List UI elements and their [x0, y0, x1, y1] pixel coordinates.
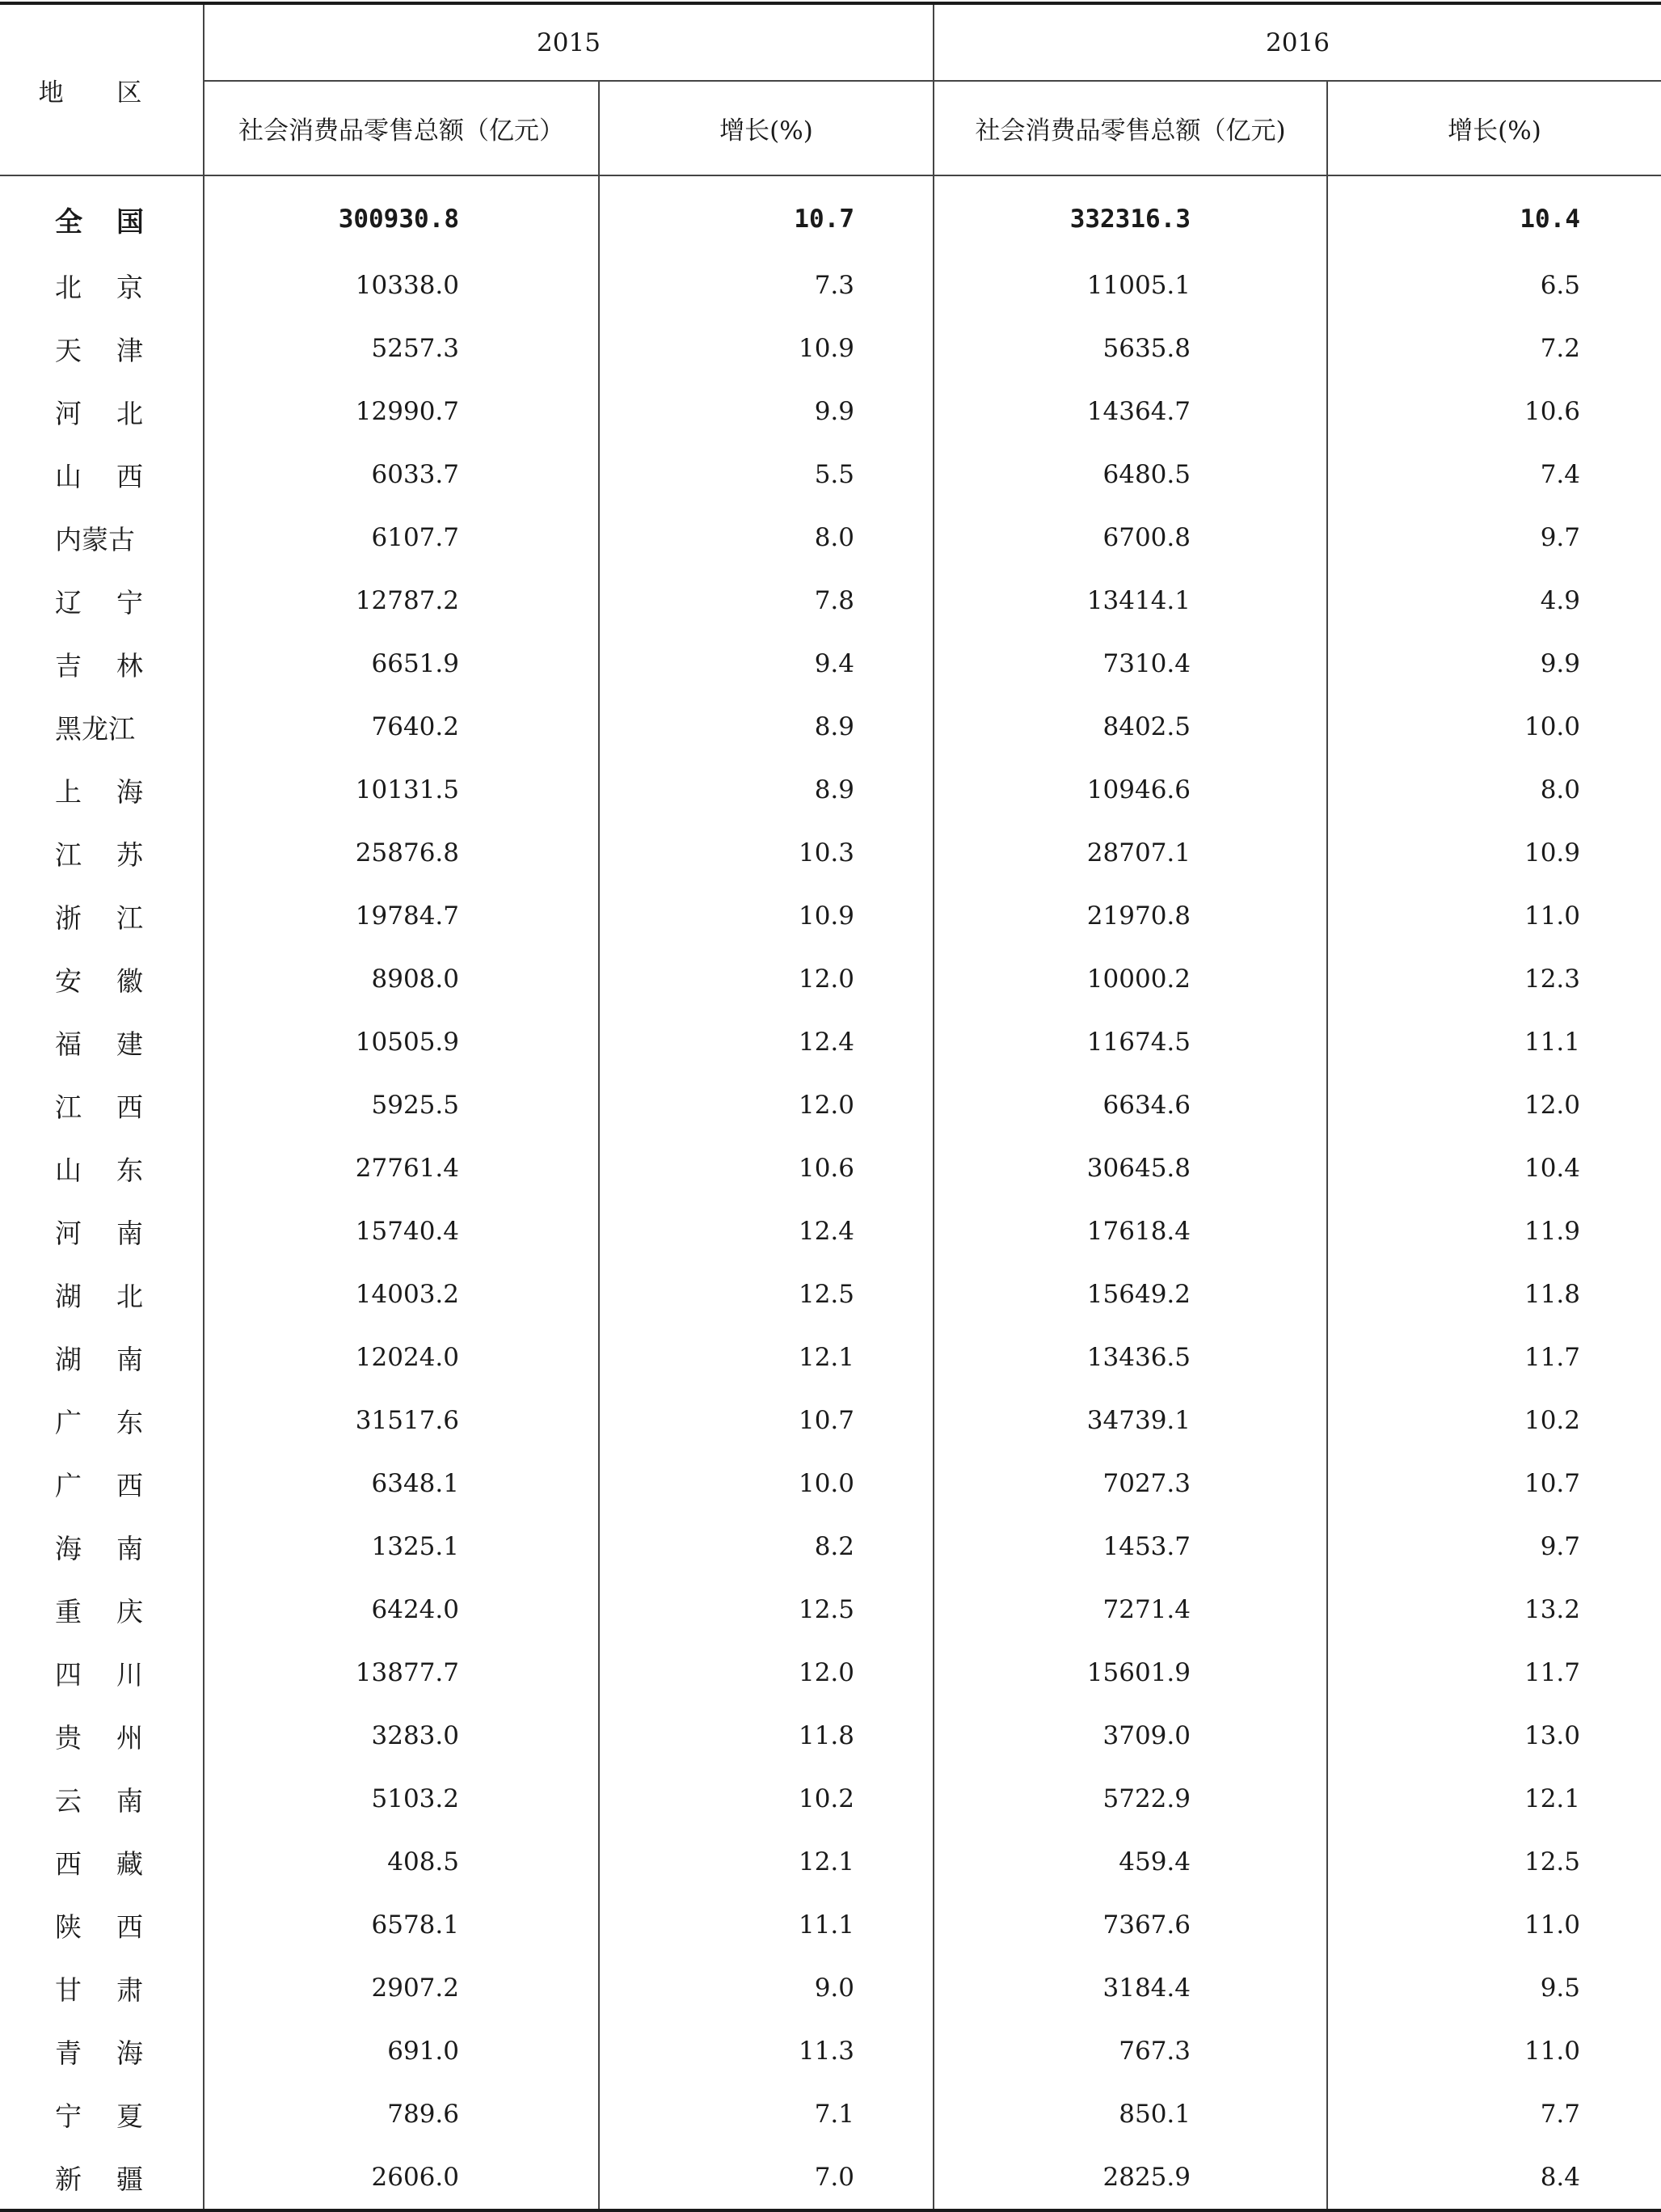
table-row	[0, 695, 1661, 758]
region-name-cell	[0, 569, 204, 632]
retail-total-2015-cell: 10505.9	[204, 1011, 599, 1074]
growth-2016-cell: 11.0	[1327, 884, 1661, 948]
region-name-cell	[0, 2020, 204, 2083]
growth-2015-cell: 8.0	[599, 506, 934, 569]
region-name-char1: 黑龙江	[55, 712, 135, 745]
table-header	[0, 3, 1661, 175]
region-name-char2: 京	[116, 271, 143, 303]
growth-2016-cell: 7.4	[1327, 443, 1661, 506]
retail-total-2015-cell: 1325.1	[204, 1515, 599, 1578]
growth-2016-cell: 7.7	[1327, 2083, 1661, 2146]
growth-2015-cell: 9.0	[599, 1957, 934, 2020]
growth-2016-cell: 4.9	[1327, 569, 1661, 632]
region-name-char2: 西	[116, 1469, 143, 1501]
region-name-char1: 辽	[55, 586, 82, 618]
retail-total-2015-cell: 12024.0	[204, 1326, 599, 1389]
table-row	[0, 821, 1661, 884]
region-name-char2: 南	[116, 1784, 143, 1817]
retail-total-2016-cell: 11005.1	[934, 254, 1327, 317]
growth-2015-cell: 10.0	[599, 1452, 934, 1515]
table-row	[0, 254, 1661, 317]
retail-total-2016-cell: 15601.9	[934, 1641, 1327, 1704]
growth-2016-cell: 10.9	[1327, 821, 1661, 884]
growth-2015-cell: 11.8	[599, 1704, 934, 1767]
region-name-char2: 南	[116, 1217, 143, 1249]
growth-2016-cell: 10.2	[1327, 1389, 1661, 1452]
table-row	[0, 1641, 1661, 1704]
region-name-cell	[0, 1074, 204, 1137]
region-name-cell	[0, 1200, 204, 1263]
region-name-cell	[0, 1515, 204, 1578]
region-name-char2: 庆	[116, 1595, 143, 1627]
region-name-cell	[0, 2146, 204, 2210]
table-row	[0, 2146, 1661, 2210]
retail-total-2015-cell: 2606.0	[204, 2146, 599, 2210]
retail-total-2016-cell: 767.3	[934, 2020, 1327, 2083]
region-name-char1: 甘	[55, 1973, 82, 2006]
growth-2015-cell: 10.9	[599, 884, 934, 948]
region-name-char2: 西	[116, 1091, 143, 1123]
retail-total-2015-cell: 6424.0	[204, 1578, 599, 1641]
region-name-cell	[0, 175, 204, 254]
retail-total-2015-cell: 5925.5	[204, 1074, 599, 1137]
retail-total-2015-cell: 27761.4	[204, 1137, 599, 1200]
growth-2015-cell: 12.5	[599, 1263, 934, 1326]
retail-total-2016-cell: 17618.4	[934, 1200, 1327, 1263]
table-row	[0, 632, 1661, 695]
region-name-char2: 西	[116, 1910, 143, 1943]
retail-total-2015-cell: 7640.2	[204, 695, 599, 758]
region-name-cell	[0, 1957, 204, 2020]
table-row	[0, 1578, 1661, 1641]
retail-total-2015-cell: 31517.6	[204, 1389, 599, 1452]
region-name-char2: 建	[116, 1028, 143, 1060]
growth-2016-cell: 11.9	[1327, 1200, 1661, 1263]
region-name-char2: 徽	[116, 965, 143, 997]
growth-2015-cell: 5.5	[599, 443, 934, 506]
growth-2016-cell: 12.0	[1327, 1074, 1661, 1137]
region-name-cell	[0, 821, 204, 884]
region-name-char2: 州	[116, 1721, 143, 1754]
table-row	[0, 1074, 1661, 1137]
growth-2015-cell: 10.6	[599, 1137, 934, 1200]
growth-2015-cell: 7.0	[599, 2146, 934, 2210]
region-name-char1: 上	[55, 775, 82, 808]
region-name-char1: 青	[55, 2037, 82, 2069]
retail-total-2015-cell: 6107.7	[204, 506, 599, 569]
retail-total-2016-cell: 10000.2	[934, 948, 1327, 1011]
growth-2015-cell: 9.9	[599, 380, 934, 443]
region-name-char1: 重	[55, 1595, 82, 1627]
region-name-char2: 苏	[116, 838, 143, 871]
region-name-char1: 湖	[55, 1343, 82, 1375]
growth-2015-cell: 11.1	[599, 1893, 934, 1957]
region-name-cell	[0, 695, 204, 758]
growth-2016-cell: 10.0	[1327, 695, 1661, 758]
growth-2016-cell: 9.7	[1327, 506, 1661, 569]
table-row	[0, 1011, 1661, 1074]
region-name-cell	[0, 254, 204, 317]
retail-total-2016-cell: 7367.6	[934, 1893, 1327, 1957]
growth-2015-cell: 7.1	[599, 2083, 934, 2146]
growth-2016-cell: 11.0	[1327, 2020, 1661, 2083]
region-name-cell	[0, 380, 204, 443]
region-name-char1: 西	[55, 1847, 82, 1880]
region-name-cell	[0, 1326, 204, 1389]
retail-total-2016-cell: 13414.1	[934, 569, 1327, 632]
growth-2015-cell: 10.7	[599, 1389, 934, 1452]
retail-total-2015-cell: 2907.2	[204, 1957, 599, 2020]
region-name-char1: 山	[55, 460, 82, 492]
table-row	[0, 569, 1661, 632]
retail-total-2015-cell: 5257.3	[204, 317, 599, 380]
growth-2016-cell: 12.1	[1327, 1767, 1661, 1830]
region-name-char1: 浙	[55, 901, 82, 934]
region-column-header: 地 区	[0, 3, 204, 175]
table-body	[0, 175, 1661, 2210]
retail-total-2015-cell: 12787.2	[204, 569, 599, 632]
growth-2015-cell: 10.3	[599, 821, 934, 884]
region-name-cell	[0, 758, 204, 821]
table-row	[0, 1326, 1661, 1389]
retail-total-2016-cell: 6634.6	[934, 1074, 1327, 1137]
growth-2016-cell: 10.4	[1327, 1137, 1661, 1200]
growth-2016-cell: 9.7	[1327, 1515, 1661, 1578]
region-name-char1: 内蒙古	[55, 523, 135, 555]
retail-total-2015-cell: 15740.4	[204, 1200, 599, 1263]
region-name-cell	[0, 1452, 204, 1515]
region-name-char2: 南	[116, 1343, 143, 1375]
retail-total-2015-header: 社会消费品零售总额（亿元）	[204, 81, 599, 175]
region-name-cell	[0, 1641, 204, 1704]
growth-2015-cell: 10.2	[599, 1767, 934, 1830]
region-name-char2: 北	[116, 1280, 143, 1312]
retail-total-2016-cell: 14364.7	[934, 380, 1327, 443]
table-row	[0, 506, 1661, 569]
growth-2015-cell: 10.9	[599, 317, 934, 380]
growth-2016-cell: 11.7	[1327, 1641, 1661, 1704]
growth-2015-cell: 8.2	[599, 1515, 934, 1578]
table-row	[0, 1830, 1661, 1893]
region-name-char1: 河	[55, 1217, 82, 1249]
growth-2016-cell: 10.4	[1327, 175, 1661, 254]
region-name-char2: 北	[116, 397, 143, 429]
table-row	[0, 1893, 1661, 1957]
retail-total-2015-cell: 14003.2	[204, 1263, 599, 1326]
retail-total-2016-cell: 7310.4	[934, 632, 1327, 695]
retail-total-2015-cell: 6651.9	[204, 632, 599, 695]
retail-total-2016-cell: 5635.8	[934, 317, 1327, 380]
table-row	[0, 884, 1661, 948]
region-name-cell	[0, 443, 204, 506]
retail-total-2015-cell: 5103.2	[204, 1767, 599, 1830]
growth-2016-cell: 11.1	[1327, 1011, 1661, 1074]
region-name-cell	[0, 632, 204, 695]
growth-2015-cell: 10.7	[599, 175, 934, 254]
retail-total-2016-cell: 21970.8	[934, 884, 1327, 948]
table-row	[0, 1200, 1661, 1263]
retail-total-2016-cell: 6700.8	[934, 506, 1327, 569]
retail-total-2015-cell: 691.0	[204, 2020, 599, 2083]
growth-2015-cell: 9.4	[599, 632, 934, 695]
region-name-char1: 陕	[55, 1910, 82, 1943]
retail-total-2016-cell: 459.4	[934, 1830, 1327, 1893]
growth-2016-cell: 12.5	[1327, 1830, 1661, 1893]
region-name-char2: 林	[116, 649, 143, 682]
growth-2015-cell: 12.1	[599, 1326, 934, 1389]
table-row	[0, 1515, 1661, 1578]
growth-2016-cell: 11.7	[1327, 1326, 1661, 1389]
table-row	[0, 948, 1661, 1011]
region-name-char1: 安	[55, 965, 82, 997]
growth-2015-cell: 12.0	[599, 1074, 934, 1137]
retail-total-2015-cell: 6033.7	[204, 443, 599, 506]
retail-total-2015-cell: 19784.7	[204, 884, 599, 948]
retail-total-2016-cell: 332316.3	[934, 175, 1327, 254]
region-name-char2: 肃	[116, 1973, 143, 2006]
growth-2016-cell: 11.8	[1327, 1263, 1661, 1326]
growth-2015-header: 增长(%)	[599, 81, 934, 175]
region-name-cell	[0, 506, 204, 569]
region-name-char1: 江	[55, 838, 82, 871]
growth-2016-cell: 12.3	[1327, 948, 1661, 1011]
retail-total-2016-cell: 5722.9	[934, 1767, 1327, 1830]
table-row	[0, 380, 1661, 443]
retail-total-2015-cell: 789.6	[204, 2083, 599, 2146]
region-name-char1: 天	[55, 334, 82, 366]
region-name-cell	[0, 1389, 204, 1452]
retail-total-2016-cell: 28707.1	[934, 821, 1327, 884]
growth-2016-cell: 9.5	[1327, 1957, 1661, 2020]
table-row	[0, 758, 1661, 821]
region-name-char2: 宁	[116, 586, 143, 618]
retail-total-2016-cell: 15649.2	[934, 1263, 1327, 1326]
table-row	[0, 1704, 1661, 1767]
retail-total-2016-cell: 11674.5	[934, 1011, 1327, 1074]
header-year-row	[0, 3, 1661, 81]
growth-2016-header: 增长(%)	[1327, 81, 1661, 175]
retail-total-2016-cell: 1453.7	[934, 1515, 1327, 1578]
region-name-cell	[0, 884, 204, 948]
retail-total-2016-cell: 3184.4	[934, 1957, 1327, 2020]
retail-total-2015-cell: 8908.0	[204, 948, 599, 1011]
region-name-char1: 全	[55, 205, 82, 239]
retail-total-2016-cell: 8402.5	[934, 695, 1327, 758]
growth-2016-cell: 13.0	[1327, 1704, 1661, 1767]
retail-sales-table	[0, 2, 1661, 2212]
growth-2015-cell: 8.9	[599, 695, 934, 758]
header-sub-row	[0, 81, 1661, 175]
retail-total-2015-cell: 6348.1	[204, 1452, 599, 1515]
region-name-char1: 北	[55, 271, 82, 303]
region-name-char1: 河	[55, 397, 82, 429]
region-name-cell	[0, 1767, 204, 1830]
growth-2016-cell: 13.2	[1327, 1578, 1661, 1641]
region-name-char2: 海	[116, 775, 143, 808]
region-name-char2: 藏	[116, 1847, 143, 1880]
growth-2015-cell: 12.0	[599, 948, 934, 1011]
region-name-char2: 东	[116, 1154, 143, 1186]
region-name-char1: 四	[55, 1658, 82, 1691]
growth-2016-cell: 6.5	[1327, 254, 1661, 317]
retail-total-2016-cell: 6480.5	[934, 443, 1327, 506]
year-2016-header: 2016	[934, 3, 1661, 81]
table-row	[0, 1767, 1661, 1830]
growth-2016-cell: 7.2	[1327, 317, 1661, 380]
growth-2016-cell: 10.7	[1327, 1452, 1661, 1515]
retail-total-2015-cell: 6578.1	[204, 1893, 599, 1957]
region-name-char2: 津	[116, 334, 143, 366]
growth-2016-cell: 8.4	[1327, 2146, 1661, 2210]
region-name-char2: 疆	[116, 2163, 143, 2195]
region-name-cell	[0, 1830, 204, 1893]
region-name-char1: 贵	[55, 1721, 82, 1754]
region-name-char1: 海	[55, 1532, 82, 1564]
retail-total-2016-cell: 3709.0	[934, 1704, 1327, 1767]
region-name-cell	[0, 1578, 204, 1641]
growth-2016-cell: 10.6	[1327, 380, 1661, 443]
retail-total-2016-cell: 34739.1	[934, 1389, 1327, 1452]
retail-total-2016-header: 社会消费品零售总额（亿元)	[934, 81, 1327, 175]
growth-2015-cell: 11.3	[599, 2020, 934, 2083]
region-name-char1: 福	[55, 1028, 82, 1060]
region-name-char2: 海	[116, 2037, 143, 2069]
retail-total-2015-cell: 10338.0	[204, 254, 599, 317]
retail-total-2016-cell: 30645.8	[934, 1137, 1327, 1200]
growth-2015-cell: 12.4	[599, 1200, 934, 1263]
table-row-total	[0, 175, 1661, 254]
growth-2015-cell: 7.3	[599, 254, 934, 317]
growth-2016-cell: 11.0	[1327, 1893, 1661, 1957]
retail-total-2016-cell: 7027.3	[934, 1452, 1327, 1515]
retail-total-2015-cell: 300930.8	[204, 175, 599, 254]
region-name-cell	[0, 948, 204, 1011]
growth-2015-cell: 7.8	[599, 569, 934, 632]
region-name-cell	[0, 317, 204, 380]
region-name-char1: 广	[55, 1469, 82, 1501]
region-name-cell	[0, 1893, 204, 1957]
retail-total-2015-cell: 12990.7	[204, 380, 599, 443]
table-row	[0, 443, 1661, 506]
retail-total-2015-cell: 408.5	[204, 1830, 599, 1893]
region-name-char1: 湖	[55, 1280, 82, 1312]
region-name-char1: 山	[55, 1154, 82, 1186]
region-name-char2: 南	[116, 1532, 143, 1564]
growth-2015-cell: 12.0	[599, 1641, 934, 1704]
region-name-char2: 国	[116, 205, 144, 239]
region-name-cell	[0, 1011, 204, 1074]
region-name-char2: 西	[116, 460, 143, 492]
table-row	[0, 1957, 1661, 2020]
region-name-char1: 新	[55, 2163, 82, 2195]
region-name-char1: 吉	[55, 649, 82, 682]
region-name-char2: 川	[116, 1658, 143, 1691]
retail-total-2015-cell: 25876.8	[204, 821, 599, 884]
growth-2015-cell: 12.5	[599, 1578, 934, 1641]
table-row	[0, 317, 1661, 380]
region-name-char1: 宁	[55, 2100, 82, 2132]
region-name-char1: 江	[55, 1091, 82, 1123]
region-name-cell	[0, 1137, 204, 1200]
region-name-cell	[0, 1704, 204, 1767]
table-row	[0, 1137, 1661, 1200]
growth-2015-cell: 12.1	[599, 1830, 934, 1893]
growth-2015-cell: 8.9	[599, 758, 934, 821]
year-2015-header: 2015	[204, 3, 934, 81]
retail-total-2016-cell: 850.1	[934, 2083, 1327, 2146]
retail-total-2016-cell: 7271.4	[934, 1578, 1327, 1641]
retail-total-2015-cell: 3283.0	[204, 1704, 599, 1767]
growth-2016-cell: 9.9	[1327, 632, 1661, 695]
table-row	[0, 1389, 1661, 1452]
region-name-char2: 东	[116, 1406, 143, 1438]
retail-total-2016-cell: 2825.9	[934, 2146, 1327, 2210]
growth-2016-cell: 8.0	[1327, 758, 1661, 821]
table-row	[0, 2083, 1661, 2146]
table-row	[0, 2020, 1661, 2083]
region-name-cell	[0, 1263, 204, 1326]
region-name-char1: 广	[55, 1406, 82, 1438]
retail-total-2016-cell: 10946.6	[934, 758, 1327, 821]
retail-total-2015-cell: 10131.5	[204, 758, 599, 821]
region-name-char2: 江	[116, 901, 143, 934]
growth-2015-cell: 12.4	[599, 1011, 934, 1074]
region-name-cell	[0, 2083, 204, 2146]
retail-total-2015-cell: 13877.7	[204, 1641, 599, 1704]
region-name-char1: 云	[55, 1784, 82, 1817]
retail-total-2016-cell: 13436.5	[934, 1326, 1327, 1389]
table-row	[0, 1263, 1661, 1326]
region-name-char2: 夏	[116, 2100, 143, 2132]
table-row	[0, 1452, 1661, 1515]
